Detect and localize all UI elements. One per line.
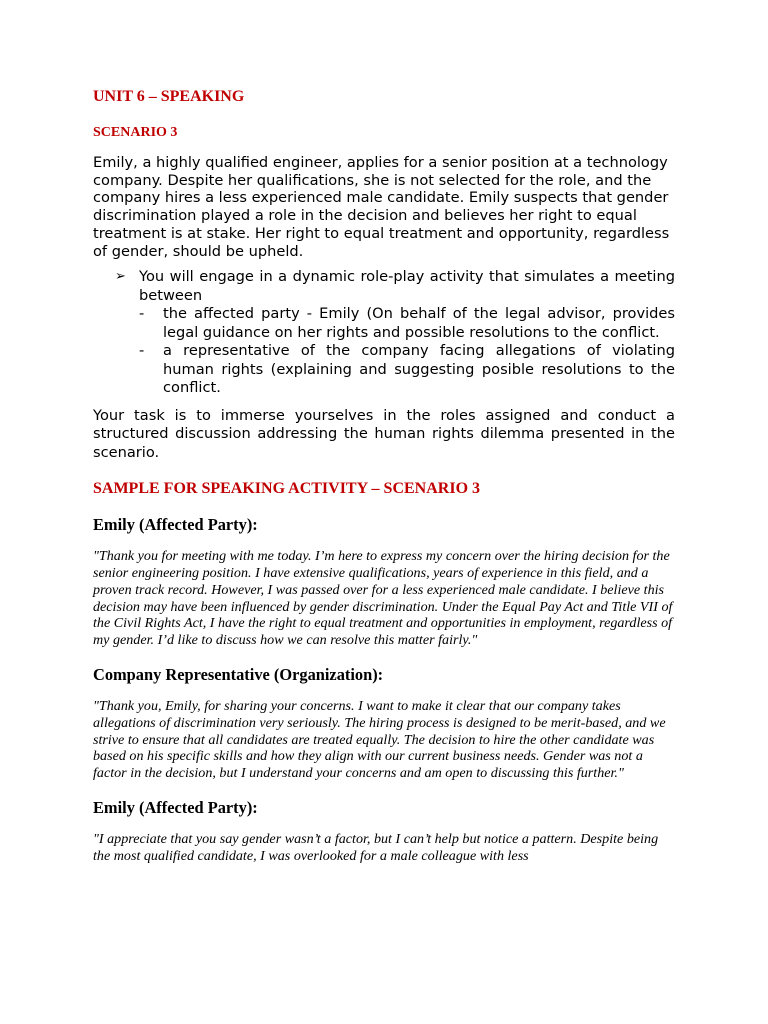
dialogue-quote: "Thank you for meeting with me today. I’m here to express my concern over the hiring decision for the senior engineering position. I have extensive qualifications, years of experience in this field, and a proven track record. However, I was passed over for a less experienced male candidate. I believe this decision may have been influenced by gender discrimination. Under the Equal Pay Act and Title VII of the Civil Rights Act, I have the right to equal treatment and opportunities in employment, regardless of my gender. I’d like to discuss how we can resolve this matter fairly." (93, 548, 673, 649)
document-page (93, 86, 675, 865)
scenario-intro: Emily, a highly qualified engineer, applies for a senior position at a technology company. Despite her qualifications, she is not selected for the role, and the company hires a less experienced male candidate. Emily suspects that gender discrimination played a role in the decision and believes her right to equal treatment is at stake. Her right to equal treatment and opportunity, regardless of gender, should be upheld. (93, 154, 670, 260)
speaker-heading: Company Representative (Organization): (93, 665, 384, 684)
list-item (139, 342, 675, 398)
role-play-list (93, 268, 675, 398)
arrow-bullet-icon: ➢ (115, 269, 126, 285)
list-item (93, 268, 675, 398)
unit-title: UNIT 6 – SPEAKING (93, 88, 245, 105)
dialogue-quote: "Thank you, Emily, for sharing your concerns. I want to make it clear that our company takes allegations of discrimination very seriously. The hiring process is designed to be merit-based, and we strive to ensure that all candidates are treated equally. The decision to hire the other candidate was based on his specific skills and how they align with our current business needs. Gender was not a factor in the decision, but I understand your concerns and am open to discussing this further." (93, 698, 666, 782)
dash-bullet-icon: - (139, 342, 145, 360)
list-item (139, 305, 675, 342)
dialogue-quote: "I appreciate that you say gender wasn’t a factor, but I can’t help but notice a pattern. Despite being the most qualified candidate, I was overlooked for a male colleague with less (93, 830, 659, 864)
task-instruction: Your task is to immerse yourselves in the roles assigned and conduct a structured discussion addressing the human rights dilemma presented in the scenario. (93, 406, 675, 461)
role-sublist (139, 305, 675, 398)
speaker-heading: Emily (Affected Party): (93, 797, 258, 817)
speaker-heading: Emily (Affected Party): (93, 515, 258, 535)
role-affected-party: the affected party - Emily (On behalf of the legal advisor, provides legal guidance on her rights and possible resolutions to the conflict. (163, 305, 675, 341)
sample-title: SAMPLE FOR SPEAKING ACTIVITY – SCENARIO 3 (93, 480, 481, 498)
role-company-representative: a representative of the company facing allegations of violating human rights (explaining and suggesting posible resolutions to the conflict. (163, 342, 675, 397)
scenario-label: SCENARIO 3 (93, 125, 178, 140)
bullet-text: You will engage in a dynamic role-play activity that simulates a meeting between (139, 268, 675, 304)
dash-bullet-icon: - (139, 305, 145, 323)
